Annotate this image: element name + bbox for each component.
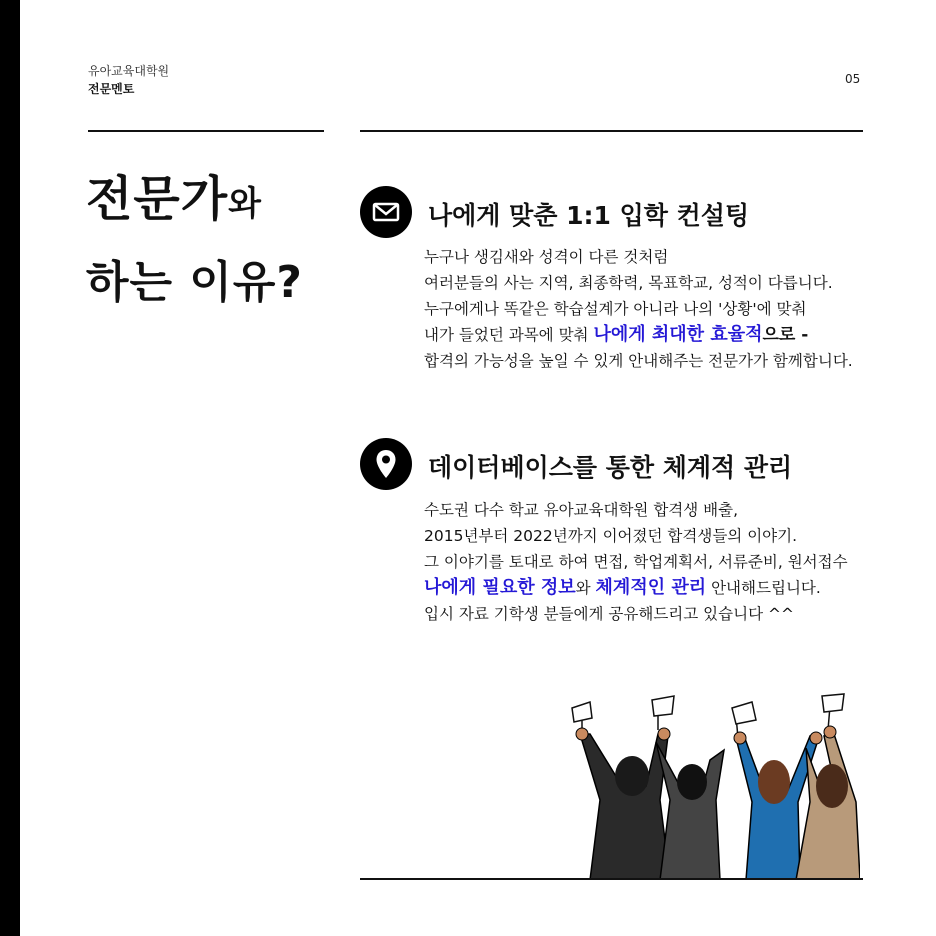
section2-line4-mid: 와: [575, 579, 596, 597]
divider-bottom: [360, 878, 863, 880]
section2-line: 수도권 다수 학교 유아교육대학원 합격생 배출,: [424, 501, 739, 519]
person-2: [656, 742, 724, 880]
section1-line: 여러분들의 사는 지역, 최종학력, 목표학교, 성적이 다릅니다.: [424, 274, 833, 292]
section1-highlight: 나에게 최대한 효율적: [593, 324, 763, 345]
cheering-people-illustration: [560, 690, 860, 880]
section1-line: 합격의 가능성을 높일 수 있게 안내해주는 전문가가 함께합니다.: [424, 352, 853, 370]
divider-right: [360, 130, 863, 132]
left-edge-bar: [0, 0, 20, 936]
section2-line: 그 이야기를 토대로 하여 면접, 학업계획서, 서류준비, 원서접수: [424, 553, 848, 571]
brand-subtitle: 전문멘토: [88, 82, 135, 96]
location-pin-icon: [360, 438, 412, 490]
page-title-line1: [86, 160, 262, 229]
section1-body: [424, 244, 853, 374]
section2-body: [424, 497, 848, 627]
section2-line4-post: 안내해드립니다.: [706, 579, 821, 597]
section1-title: 나에게 맞춘 1:1 입학 컨설팅: [428, 201, 750, 230]
person-4: [796, 726, 860, 880]
section2-highlight2: 체계적인 관리: [595, 577, 707, 598]
section2-line: 2015년부터 2022년까지 이어졌던 합격생들의 이야기.: [424, 527, 798, 545]
section2-highlight1: 나에게 필요한 정보: [424, 577, 576, 598]
section1-line4-pre: 내가 들었던 과목에 맞춰: [424, 326, 594, 344]
section2-line: 입시 자료 기학생 분들에게 공유해드리고 있습니다 ^^: [424, 605, 794, 623]
mail-icon: [360, 186, 412, 238]
page-number: 05: [845, 72, 861, 86]
section1-line: 누구에게나 똑같은 학습설계가 아니라 나의 '상황'에 맞춰: [424, 300, 807, 318]
person-1: [576, 728, 670, 880]
title-main: 전문가: [86, 171, 229, 227]
section1-line: [424, 322, 853, 348]
section1-line4-post: 으로 -: [762, 325, 809, 345]
flag-icon: [572, 694, 844, 738]
brand-name: 유아교육대학원: [88, 64, 170, 78]
page-title-line2: 하는 이유?: [86, 257, 303, 308]
section2-line: [424, 575, 848, 601]
section1-line: 누구나 생김새와 성격이 다른 것처럼: [424, 248, 669, 266]
section2-title: 데이터베이스를 통한 체계적 관리: [428, 453, 793, 482]
divider-left: [88, 130, 324, 132]
title-small: 와: [228, 184, 262, 224]
